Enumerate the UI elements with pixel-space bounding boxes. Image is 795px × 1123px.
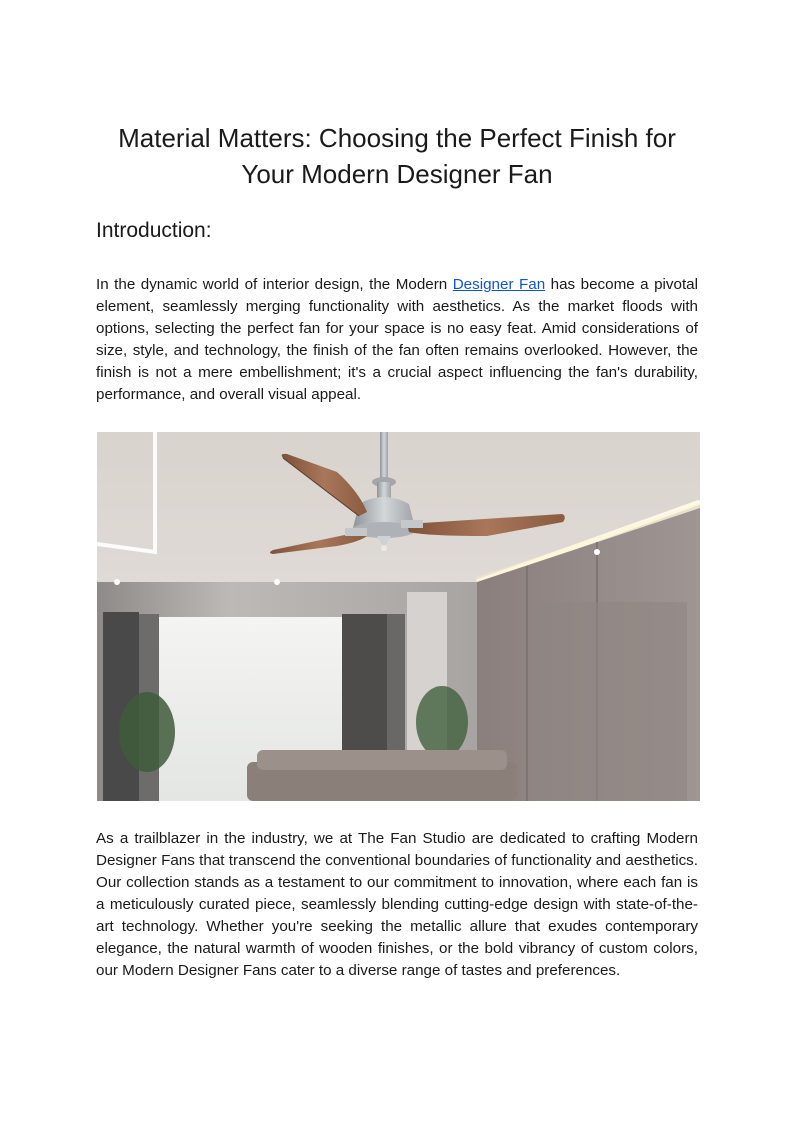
intro-paragraph [96,274,698,406]
intro-text-after-link: has become a pivotal element, seamlessly merging functionality with aesthetics. As the market floods with options, selecting the perfect fan for your space is no easy feat. Amid considerations of size, style, and technology, the finish of the fan often remains overlooked. However, the finish is not a mere embellishment; it's a crucial aspect influencing the fan's durability, performance, and overall visual appeal. [96,276,699,403]
ceiling-fan-photo [97,432,700,801]
section-heading: Introduction: [96,219,212,242]
page-title: Material Matters: Choosing the Perfect Finish for Your Modern Designer Fan [118,123,676,189]
intro-text-before-link: In the dynamic world of interior design, the Modern [96,276,453,293]
designer-fan-link[interactable]: Designer Fan [452,276,546,293]
body-paragraph: As a trailblazer in the industry, we at The Fan Studio are dedicated to crafting Modern Designer Fans that transcend the conventional boundaries of functionality and aesthetics. Our collection stands as a testament to our commitment to innovation, where each fan is a meticulously curated piece, seamlessly blending cutting-edge design with state-of-the-art technology. Whether you're seeking the metallic allure that exudes contemporary elegance, the natural warmth of wooden finishes, or the bold vibrancy of custom colors, our Modern Designer Fans cater to a diverse range of tastes and preferences. [96,830,698,979]
